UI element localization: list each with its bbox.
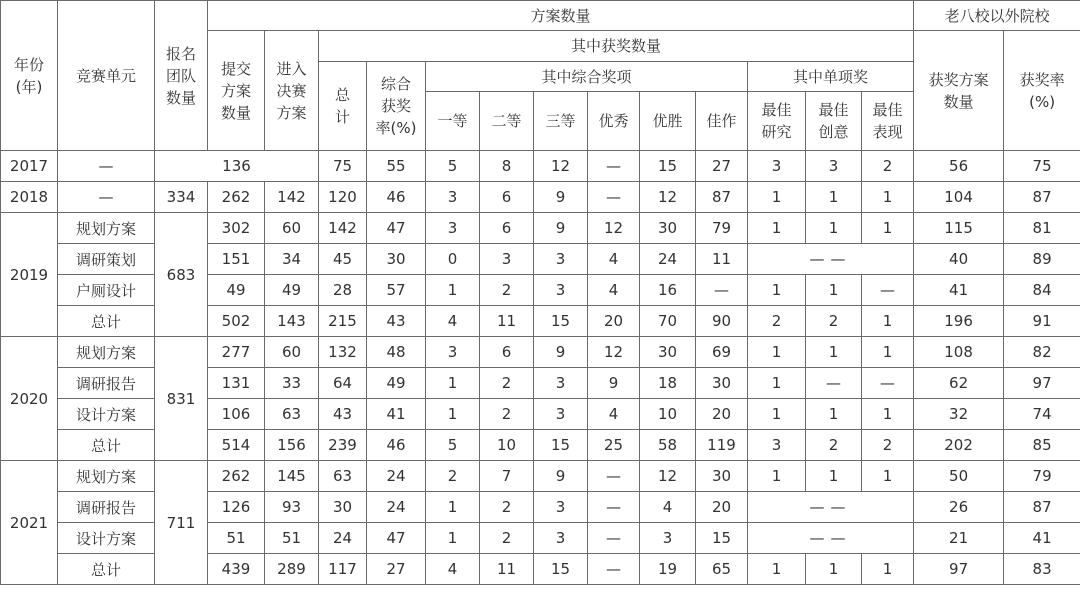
cell-second: 2 (480, 492, 534, 523)
cell-unit: 总计 (58, 306, 155, 337)
cell-unit: — (58, 182, 155, 213)
header-merit: 佳作 (696, 92, 748, 151)
cell-other-count: 115 (914, 213, 1004, 244)
cell-first: 3 (426, 182, 480, 213)
cell-winning: 30 (640, 337, 696, 368)
table-row (1, 213, 1080, 244)
header-finalist: 进入 决赛 方案 (265, 31, 319, 151)
cell-third: 3 (534, 275, 588, 306)
header-first-prize: 一等 (426, 92, 480, 151)
cell-total: 239 (319, 430, 367, 461)
cell-rate: 30 (367, 244, 426, 275)
cell-excellent: 20 (588, 306, 640, 337)
header-general-awards: 其中综合奖项 (426, 62, 748, 92)
table-row (1, 337, 1080, 368)
cell-year: 2020 (1, 337, 58, 461)
cell-best-creativity: 2 (806, 306, 862, 337)
header-unit: 竞赛单元 (58, 1, 155, 151)
cell-other-rate: 87 (1004, 182, 1080, 213)
cell-rate: 57 (367, 275, 426, 306)
cell-other-count: 196 (914, 306, 1004, 337)
cell-finalist: 143 (265, 306, 319, 337)
cell-best-presentation: 2 (862, 151, 914, 182)
cell-year: 2017 (1, 151, 58, 182)
cell-third: 15 (534, 430, 588, 461)
cell-merit: 87 (696, 182, 748, 213)
header-other-count: 获奖方案 数量 (914, 31, 1004, 151)
cell-finalist: 93 (265, 492, 319, 523)
cell-rate: 46 (367, 430, 426, 461)
cell-second: 11 (480, 306, 534, 337)
cell-other-rate: 97 (1004, 368, 1080, 399)
cell-finalist: 60 (265, 213, 319, 244)
cell-winning: 19 (640, 554, 696, 585)
cell-third: 3 (534, 399, 588, 430)
header-total: 总 计 (319, 62, 367, 151)
cell-other-rate: 89 (1004, 244, 1080, 275)
cell-third: 9 (534, 337, 588, 368)
cell-merit: 65 (696, 554, 748, 585)
cell-other-rate: 84 (1004, 275, 1080, 306)
cell-other-count: 50 (914, 461, 1004, 492)
cell-total: 30 (319, 492, 367, 523)
cell-second: 7 (480, 461, 534, 492)
cell-best-creativity: 1 (806, 275, 862, 306)
header-other-schools: 老八校以外院校 (914, 1, 1080, 31)
cell-rate: 48 (367, 337, 426, 368)
cell-excellent: 4 (588, 399, 640, 430)
table-row (1, 461, 1080, 492)
cell-third: 9 (534, 461, 588, 492)
cell-third: 3 (534, 244, 588, 275)
cell-merit: 11 (696, 244, 748, 275)
cell-best-research: 1 (748, 399, 806, 430)
cell-first: 1 (426, 368, 480, 399)
cell-best-presentation: 1 (862, 182, 914, 213)
cell-rate: 47 (367, 213, 426, 244)
cell-rate: 24 (367, 461, 426, 492)
cell-best-research: 1 (748, 461, 806, 492)
cell-first: 1 (426, 399, 480, 430)
cell-unit: 规划方案 (58, 213, 155, 244)
cell-best-creativity: 2 (806, 430, 862, 461)
cell-single-awards-none: —— (748, 523, 914, 554)
cell-other-rate: 85 (1004, 430, 1080, 461)
cell-finalist: 33 (265, 368, 319, 399)
cell-merit: 27 (696, 151, 748, 182)
cell-total: 117 (319, 554, 367, 585)
table-row (1, 182, 1080, 213)
cell-total: 24 (319, 523, 367, 554)
cell-winning: 70 (640, 306, 696, 337)
cell-submitted: 131 (208, 368, 265, 399)
cell-first: 2 (426, 461, 480, 492)
header-winning: 优胜 (640, 92, 696, 151)
cell-unit: 总计 (58, 554, 155, 585)
cell-merit: — (696, 275, 748, 306)
cell-unit: 户厕设计 (58, 275, 155, 306)
cell-best-presentation: 1 (862, 337, 914, 368)
cell-best-presentation: 1 (862, 213, 914, 244)
table-row (1, 151, 1080, 182)
cell-unit: 规划方案 (58, 461, 155, 492)
cell-total: 28 (319, 275, 367, 306)
cell-unit: — (58, 151, 155, 182)
cell-other-rate: 41 (1004, 523, 1080, 554)
cell-total: 215 (319, 306, 367, 337)
cell-unit: 设计方案 (58, 523, 155, 554)
cell-other-rate: 83 (1004, 554, 1080, 585)
cell-second: 8 (480, 151, 534, 182)
cell-unit: 设计方案 (58, 399, 155, 430)
cell-best-creativity: 1 (806, 554, 862, 585)
cell-submitted: 51 (208, 523, 265, 554)
cell-third: 3 (534, 492, 588, 523)
cell-best-creativity: — (806, 368, 862, 399)
cell-merit: 90 (696, 306, 748, 337)
cell-best-presentation: 1 (862, 306, 914, 337)
cell-other-count: 108 (914, 337, 1004, 368)
cell-submitted: 49 (208, 275, 265, 306)
cell-finalist: 289 (265, 554, 319, 585)
cell-rate: 27 (367, 554, 426, 585)
cell-best-creativity: 1 (806, 182, 862, 213)
cell-finalist: 145 (265, 461, 319, 492)
cell-registered: 334 (155, 182, 208, 213)
cell-submitted: 136 (155, 151, 319, 182)
cell-merit: 20 (696, 492, 748, 523)
cell-first: 1 (426, 492, 480, 523)
cell-finalist: 60 (265, 337, 319, 368)
cell-second: 6 (480, 213, 534, 244)
cell-rate: 43 (367, 306, 426, 337)
cell-other-count: 41 (914, 275, 1004, 306)
cell-merit: 20 (696, 399, 748, 430)
cell-submitted: 262 (208, 461, 265, 492)
cell-best-presentation: — (862, 368, 914, 399)
cell-first: 3 (426, 337, 480, 368)
cell-finalist: 63 (265, 399, 319, 430)
cell-merit: 30 (696, 368, 748, 399)
cell-best-research: 1 (748, 182, 806, 213)
cell-winning: 24 (640, 244, 696, 275)
cell-best-presentation: — (862, 275, 914, 306)
cell-finalist: 51 (265, 523, 319, 554)
cell-best-research: 1 (748, 368, 806, 399)
cell-rate: 41 (367, 399, 426, 430)
cell-submitted: 126 (208, 492, 265, 523)
cell-second: 3 (480, 244, 534, 275)
cell-merit: 79 (696, 213, 748, 244)
cell-third: 3 (534, 368, 588, 399)
cell-excellent: 12 (588, 213, 640, 244)
cell-rate: 49 (367, 368, 426, 399)
cell-excellent: — (588, 554, 640, 585)
cell-winning: 16 (640, 275, 696, 306)
header-best-presentation: 最佳 表现 (862, 92, 914, 151)
header-third-prize: 三等 (534, 92, 588, 151)
cell-best-creativity: 1 (806, 337, 862, 368)
cell-excellent: 25 (588, 430, 640, 461)
header-other-rate: 获奖率 (%) (1004, 31, 1080, 151)
cell-unit: 调研报告 (58, 368, 155, 399)
cell-third: 3 (534, 523, 588, 554)
cell-third: 12 (534, 151, 588, 182)
cell-total: 132 (319, 337, 367, 368)
cell-submitted: 151 (208, 244, 265, 275)
cell-total: 142 (319, 213, 367, 244)
cell-rate: 47 (367, 523, 426, 554)
cell-best-creativity: 1 (806, 213, 862, 244)
cell-first: 5 (426, 430, 480, 461)
cell-finalist: 34 (265, 244, 319, 275)
cell-excellent: — (588, 492, 640, 523)
cell-winning: 15 (640, 151, 696, 182)
cell-first: 1 (426, 523, 480, 554)
header-single-awards: 其中单项奖 (748, 62, 914, 92)
cell-third: 9 (534, 213, 588, 244)
cell-third: 9 (534, 182, 588, 213)
cell-single-awards-none: —— (748, 492, 914, 523)
cell-other-count: 104 (914, 182, 1004, 213)
cell-rate: 55 (367, 151, 426, 182)
cell-winning: 4 (640, 492, 696, 523)
cell-winning: 30 (640, 213, 696, 244)
cell-other-rate: 81 (1004, 213, 1080, 244)
cell-excellent: — (588, 461, 640, 492)
cell-first: 4 (426, 306, 480, 337)
cell-best-research: 1 (748, 554, 806, 585)
cell-submitted: 106 (208, 399, 265, 430)
cell-year: 2018 (1, 182, 58, 213)
cell-excellent: 9 (588, 368, 640, 399)
cell-excellent: — (588, 182, 640, 213)
cell-first: 5 (426, 151, 480, 182)
cell-first: 3 (426, 213, 480, 244)
cell-registered: 711 (155, 461, 208, 585)
cell-best-creativity: 3 (806, 151, 862, 182)
cell-other-rate: 82 (1004, 337, 1080, 368)
cell-best-research: 1 (748, 275, 806, 306)
header-rate: 综合 获奖 率(%) (367, 62, 426, 151)
header-awarded: 其中获奖数量 (319, 31, 914, 62)
cell-first: 0 (426, 244, 480, 275)
cell-single-awards-none: —— (748, 244, 914, 275)
cell-excellent: 12 (588, 337, 640, 368)
cell-other-rate: 87 (1004, 492, 1080, 523)
cell-other-count: 202 (914, 430, 1004, 461)
cell-total: 63 (319, 461, 367, 492)
cell-winning: 3 (640, 523, 696, 554)
cell-excellent: 4 (588, 275, 640, 306)
cell-finalist: 142 (265, 182, 319, 213)
header-submitted: 提交 方案 数量 (208, 31, 265, 151)
cell-registered: 683 (155, 213, 208, 337)
cell-submitted: 502 (208, 306, 265, 337)
cell-second: 11 (480, 554, 534, 585)
cell-other-count: 26 (914, 492, 1004, 523)
cell-third: 15 (534, 554, 588, 585)
cell-other-rate: 79 (1004, 461, 1080, 492)
cell-submitted: 514 (208, 430, 265, 461)
cell-best-research: 1 (748, 337, 806, 368)
cell-winning: 58 (640, 430, 696, 461)
cell-first: 1 (426, 275, 480, 306)
cell-best-presentation: 2 (862, 430, 914, 461)
cell-merit: 15 (696, 523, 748, 554)
cell-other-count: 32 (914, 399, 1004, 430)
cell-rate: 46 (367, 182, 426, 213)
cell-submitted: 302 (208, 213, 265, 244)
cell-submitted: 262 (208, 182, 265, 213)
cell-best-presentation: 1 (862, 554, 914, 585)
cell-second: 2 (480, 399, 534, 430)
cell-registered: 831 (155, 337, 208, 461)
header-best-creativity: 最佳 创意 (806, 92, 862, 151)
cell-other-count: 21 (914, 523, 1004, 554)
cell-excellent: 4 (588, 244, 640, 275)
cell-submitted: 277 (208, 337, 265, 368)
cell-excellent: — (588, 523, 640, 554)
cell-best-presentation: 1 (862, 399, 914, 430)
cell-second: 2 (480, 275, 534, 306)
cell-best-research: 3 (748, 430, 806, 461)
cell-second: 2 (480, 523, 534, 554)
cell-best-research: 2 (748, 306, 806, 337)
cell-total: 120 (319, 182, 367, 213)
cell-merit: 69 (696, 337, 748, 368)
cell-unit: 规划方案 (58, 337, 155, 368)
cell-finalist: 49 (265, 275, 319, 306)
cell-total: 45 (319, 244, 367, 275)
header-year: 年份 (年) (1, 1, 58, 151)
cell-excellent: — (588, 151, 640, 182)
cell-year: 2019 (1, 213, 58, 337)
cell-second: 10 (480, 430, 534, 461)
cell-other-count: 97 (914, 554, 1004, 585)
cell-best-research: 1 (748, 213, 806, 244)
cell-year: 2021 (1, 461, 58, 585)
cell-merit: 119 (696, 430, 748, 461)
cell-total: 64 (319, 368, 367, 399)
header-plan-count: 方案数量 (208, 1, 914, 31)
cell-other-count: 56 (914, 151, 1004, 182)
cell-total: 75 (319, 151, 367, 182)
cell-other-rate: 91 (1004, 306, 1080, 337)
cell-third: 15 (534, 306, 588, 337)
cell-winning: 18 (640, 368, 696, 399)
cell-winning: 10 (640, 399, 696, 430)
cell-second: 6 (480, 337, 534, 368)
header-registered: 报名 团队 数量 (155, 1, 208, 151)
cell-best-creativity: 1 (806, 461, 862, 492)
cell-winning: 12 (640, 461, 696, 492)
header-second-prize: 二等 (480, 92, 534, 151)
cell-merit: 30 (696, 461, 748, 492)
cell-unit: 调研报告 (58, 492, 155, 523)
cell-finalist: 156 (265, 430, 319, 461)
header-best-research: 最佳 研究 (748, 92, 806, 151)
cell-best-research: 3 (748, 151, 806, 182)
cell-second: 6 (480, 182, 534, 213)
cell-unit: 总计 (58, 430, 155, 461)
cell-other-count: 40 (914, 244, 1004, 275)
cell-total: 43 (319, 399, 367, 430)
cell-first: 4 (426, 554, 480, 585)
cell-second: 2 (480, 368, 534, 399)
cell-other-rate: 75 (1004, 151, 1080, 182)
cell-best-presentation: 1 (862, 461, 914, 492)
cell-rate: 24 (367, 492, 426, 523)
cell-winning: 12 (640, 182, 696, 213)
cell-other-rate: 74 (1004, 399, 1080, 430)
cell-other-count: 62 (914, 368, 1004, 399)
header-excellent: 优秀 (588, 92, 640, 151)
cell-best-creativity: 1 (806, 399, 862, 430)
cell-submitted: 439 (208, 554, 265, 585)
cell-unit: 调研策划 (58, 244, 155, 275)
